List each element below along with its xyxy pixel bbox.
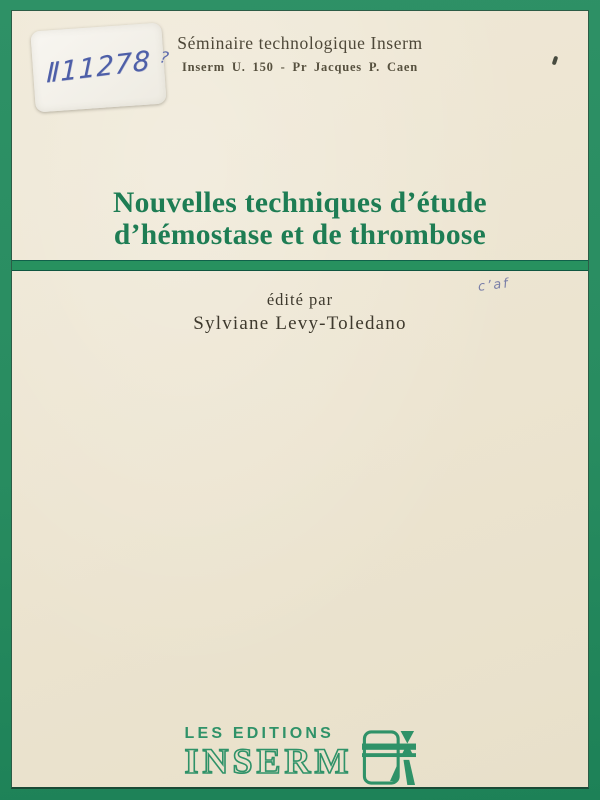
- series-title: Séminaire technologique Inserm: [177, 33, 423, 53]
- handwriting-overflow-mark: ?: [158, 47, 171, 68]
- handwritten-annotation: c’af: [477, 276, 511, 295]
- series-subtitle: Inserm U. 150 - Pr Jacques P. Caen: [181, 60, 419, 74]
- editor-credit: [12, 290, 588, 335]
- library-call-number: Ⅱ11278: [46, 45, 151, 90]
- green-separator-band: [12, 260, 588, 271]
- book-title: [12, 187, 588, 251]
- publisher-names: [184, 725, 353, 781]
- library-sticker: [30, 23, 166, 113]
- book-title-line1: Nouvelles techniques d’étude: [113, 187, 487, 219]
- publisher-logo: [12, 725, 588, 789]
- publisher-line-editions: LES EDITIONS: [184, 725, 335, 742]
- cover-panel: [11, 10, 589, 789]
- editor-name: Sylviane Levy-Toledano: [193, 313, 407, 334]
- book-title-line2: d’hémostase et de thrombose: [113, 219, 487, 251]
- publisher-line-inserm: INSERM: [184, 741, 353, 781]
- inserm-logo-icon: [362, 727, 416, 789]
- editor-prefix: édité par: [266, 290, 334, 309]
